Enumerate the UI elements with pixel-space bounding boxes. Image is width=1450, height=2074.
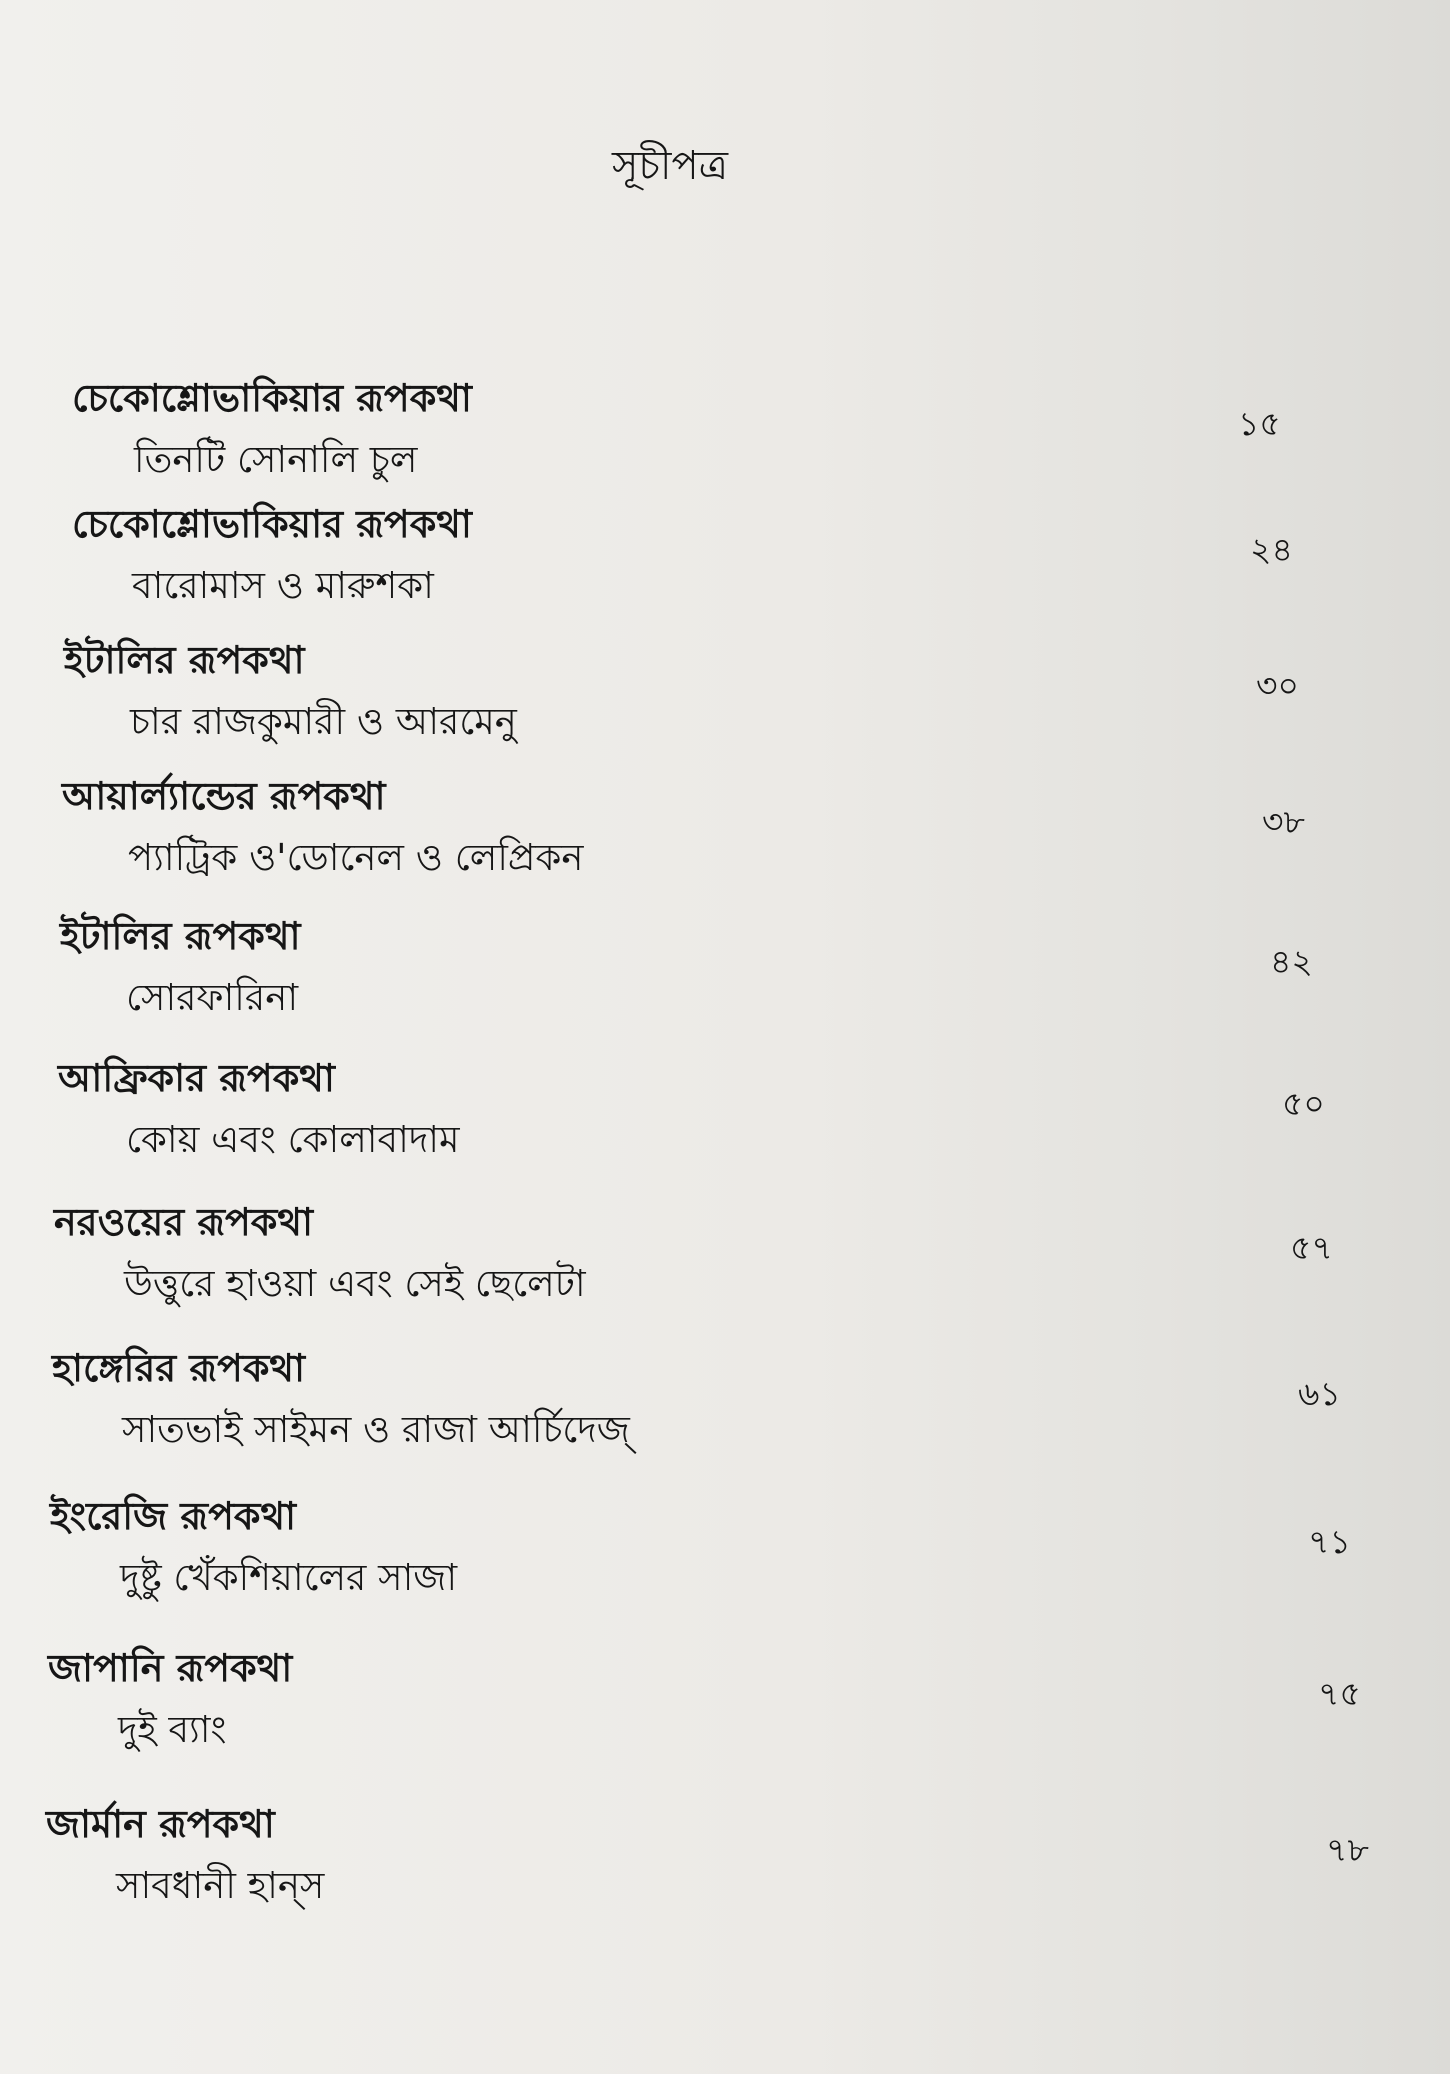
toc-entry xyxy=(0,1196,1450,1316)
toc-entry xyxy=(0,1052,1450,1172)
entry-title: দুষ্টু খেঁকশিয়ালের সাজা xyxy=(120,1556,458,1599)
entry-page-number: ৭৫ xyxy=(1318,1674,1361,1713)
toc-entry xyxy=(0,1642,1450,1762)
entry-origin: জাপানি রূপকথা xyxy=(48,1646,293,1690)
entry-origin: আয়ার্ল্যান্ডের রূপকথা xyxy=(62,774,386,818)
entry-page-number: ২৪ xyxy=(1250,530,1293,569)
entry-title: উত্তুরে হাওয়া এবং সেই ছেলেটা xyxy=(124,1262,586,1305)
entry-title: সাবধানী হান্‌স xyxy=(116,1864,325,1907)
toc-entry xyxy=(0,1490,1450,1610)
entry-title: প্যাট্রিক ও'ডোনেল ও লেপ্রিকন xyxy=(128,836,584,879)
toc-entry xyxy=(0,1342,1450,1462)
entry-title: কোয় এবং কোলাবাদাম xyxy=(126,1118,460,1161)
entry-page-number: ১৫ xyxy=(1238,404,1281,443)
entry-origin: ইংরেজি রূপকথা xyxy=(50,1494,297,1538)
entry-origin: নরওয়ের রূপকথা xyxy=(54,1200,314,1244)
entry-title: সোরফারিনা xyxy=(126,976,299,1019)
entry-title: দুই ব্যাং xyxy=(118,1708,227,1751)
entry-origin: জার্মান রূপকথা xyxy=(46,1802,275,1846)
entry-origin: চেকোশ্লোভাকিয়ার রূপকথা xyxy=(72,376,472,420)
entry-page-number: ৭৮ xyxy=(1326,1830,1369,1869)
entry-page-number: ৩৮ xyxy=(1262,802,1305,841)
entry-origin: ইটালির রূপকথা xyxy=(60,914,301,958)
entry-page-number: ৭১ xyxy=(1308,1522,1351,1561)
entry-title: সাতভাই সাইমন ও রাজা আর্চিদেজ্ xyxy=(122,1408,630,1451)
entry-page-number: ৪২ xyxy=(1270,942,1313,981)
entry-title: চার রাজকুমারী ও আরমেনু xyxy=(130,700,517,743)
entry-origin: হাঙ্গেরির রূপকথা xyxy=(52,1346,306,1390)
toc-entry xyxy=(0,634,1450,754)
toc-entry xyxy=(0,498,1450,618)
entry-page-number: ৫০ xyxy=(1282,1084,1325,1123)
toc-entry xyxy=(0,372,1450,492)
toc-entry xyxy=(0,910,1450,1030)
entry-page-number: ৬১ xyxy=(1298,1374,1341,1413)
entry-title: বারোমাস ও মারুশকা xyxy=(132,564,434,607)
entry-origin: চেকোশ্লোভাকিয়ার রূপকথা xyxy=(72,502,472,546)
entry-origin: ইটালির রূপকথা xyxy=(64,638,305,682)
entry-page-number: ৫৭ xyxy=(1290,1228,1333,1267)
entry-title: তিনটি সোনালি চুল xyxy=(134,438,418,481)
entry-page-number: ৩০ xyxy=(1256,666,1299,705)
page-title: সূচীপত্র xyxy=(612,143,728,189)
entry-origin: আফ্রিকার রূপকথা xyxy=(58,1056,335,1100)
toc-entry xyxy=(0,1798,1450,1918)
toc-entry xyxy=(0,770,1450,890)
